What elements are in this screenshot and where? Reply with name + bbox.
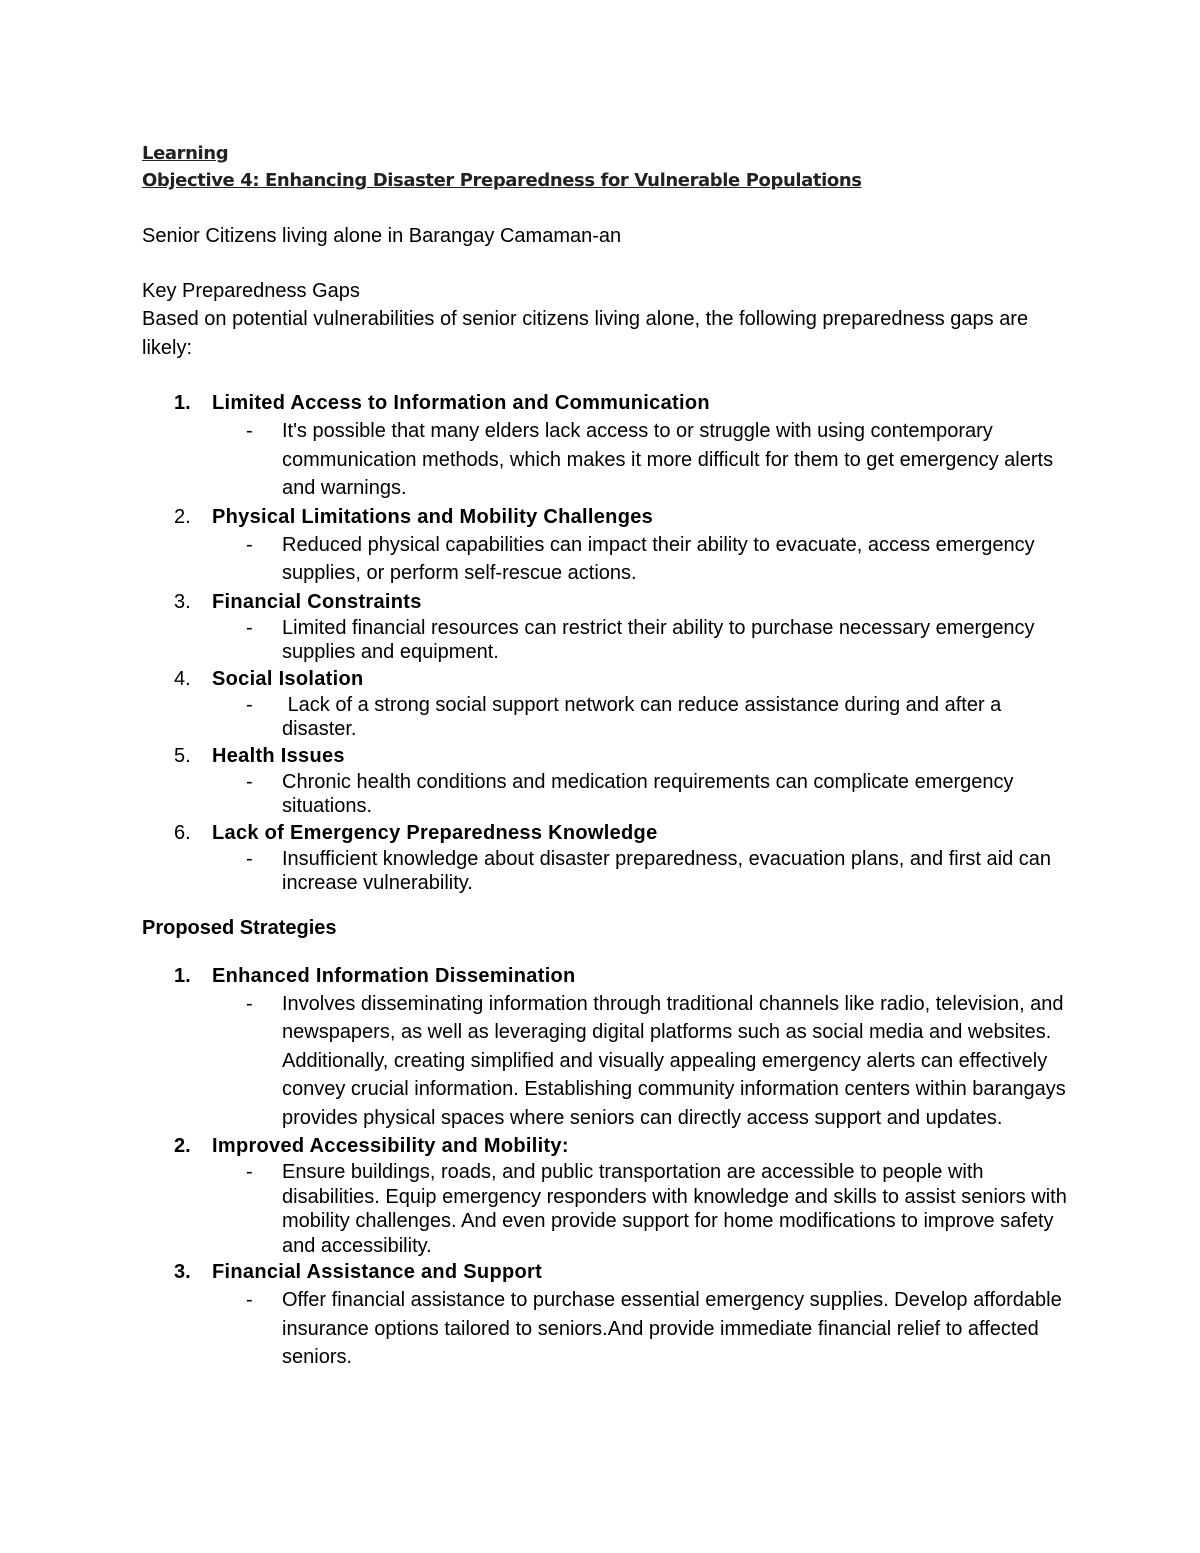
strategy-title: Improved Accessibility and Mobility: — [212, 1135, 569, 1157]
dash-bullet: - — [246, 770, 253, 793]
gap-detail-row — [212, 693, 1072, 742]
strategy-number: 2. — [174, 1135, 191, 1157]
gap-title: Lack of Emergency Preparedness Knowledge — [212, 821, 658, 844]
gap-item — [142, 503, 1072, 588]
strategy-item — [142, 1258, 1072, 1372]
gap-item — [142, 389, 1072, 503]
gap-number: 5. — [174, 744, 191, 767]
heading-learning: Learning — [142, 143, 229, 164]
strategy-detail: Ensure buildings, roads, and public transportation are accessible to people with disabilities. Equip emergency responders with knowledge and skills to assist seniors with mobility challenges. And even provide support for home modifications to improve safety and accessibility. — [282, 1161, 1067, 1257]
subject-line: Senior Citizens living alone in Barangay Camaman-an — [142, 225, 622, 247]
gaps-list — [142, 389, 1072, 896]
gaps-intro: Based on potential vulnerabilities of senior citizens living alone, the following preparedness gaps are likely: — [142, 308, 1029, 359]
dash-bullet: - — [246, 1161, 253, 1183]
dash-bullet: - — [246, 847, 253, 870]
strategy-detail-row — [212, 990, 1072, 1133]
gap-number: 6. — [174, 821, 191, 844]
dash-bullet: - — [246, 1289, 253, 1311]
gap-number: 2. — [174, 505, 191, 528]
strategy-item — [142, 1132, 1072, 1258]
gap-detail: It's possible that many elders lack access to or struggle with using contemporary communication methods, which makes it more difficult for them to get emergency alerts and warnings. — [282, 420, 1054, 499]
gap-item — [142, 588, 1072, 665]
strategy-detail-row — [212, 1286, 1072, 1372]
gap-number: 1. — [174, 392, 191, 414]
gap-detail: Reduced physical capabilities can impact their ability to evacuate, access emergency supplies, or perform self-rescue actions. — [282, 533, 1035, 584]
gap-title: Financial Constraints — [212, 590, 422, 613]
strategy-title: Financial Assistance and Support — [212, 1261, 543, 1283]
strategy-item — [142, 962, 1072, 1133]
gap-number: 3. — [174, 590, 191, 613]
dash-bullet: - — [246, 616, 253, 639]
gap-detail: Lack of a strong social support network can reduce assistance during and after a disaster. — [282, 693, 1007, 740]
dash-bullet: - — [246, 693, 253, 716]
gap-item — [142, 665, 1072, 742]
gap-detail-row — [212, 847, 1072, 896]
gap-title: Social Isolation — [212, 667, 364, 690]
gap-detail-row — [212, 531, 1072, 588]
dash-bullet: - — [246, 992, 253, 1015]
strategies-list — [142, 962, 1072, 1372]
gap-detail: Chronic health conditions and medication requirements can complicate emergency situations. — [282, 770, 1014, 817]
dash-bullet: - — [246, 533, 253, 556]
strategy-detail-row — [212, 1160, 1072, 1258]
strategy-number: 3. — [174, 1261, 191, 1283]
strategy-detail: Offer financial assistance to purchase essential emergency supplies. Develop affordable insurance options tailored to seniors.And provide immediate financial relief to affected seniors. — [282, 1289, 1062, 1368]
gap-detail-row — [212, 616, 1072, 665]
gaps-section-title: Key Preparedness Gaps — [142, 279, 360, 302]
gap-detail-row — [212, 770, 1072, 819]
dash-bullet: - — [246, 420, 253, 442]
strategy-detail: Involves disseminating information through traditional channels like radio, television, and newspapers, as well as leveraging digital platforms such as social media and websites. Additionally, creating simplified and visually appealing emergency alerts can effectively convey crucial information. Establishing community information centers within barangays provides physical spaces where seniors can directly access support and updates. — [282, 992, 1066, 1129]
gap-title: Limited Access to Information and Communication — [212, 392, 710, 414]
gap-number: 4. — [174, 667, 191, 690]
strategy-title: Enhanced Information Dissemination — [212, 964, 576, 987]
strategies-section-title: Proposed Strategies — [142, 916, 337, 939]
heading-objective: Objective 4: Enhancing Disaster Preparedness for Vulnerable Populations — [142, 170, 862, 191]
gap-detail-row — [212, 417, 1072, 503]
gap-detail: Limited financial resources can restrict their ability to purchase necessary emergency supplies and equipment. — [282, 616, 1035, 663]
gap-item — [142, 819, 1072, 896]
gap-title: Physical Limitations and Mobility Challenges — [212, 505, 654, 528]
gap-title: Health Issues — [212, 744, 345, 767]
document-page — [142, 140, 1072, 1372]
strategy-number: 1. — [174, 964, 191, 987]
gap-item — [142, 742, 1072, 819]
gap-detail: Insufficient knowledge about disaster preparedness, evacuation plans, and first aid can increase vulnerability. — [282, 847, 1052, 894]
